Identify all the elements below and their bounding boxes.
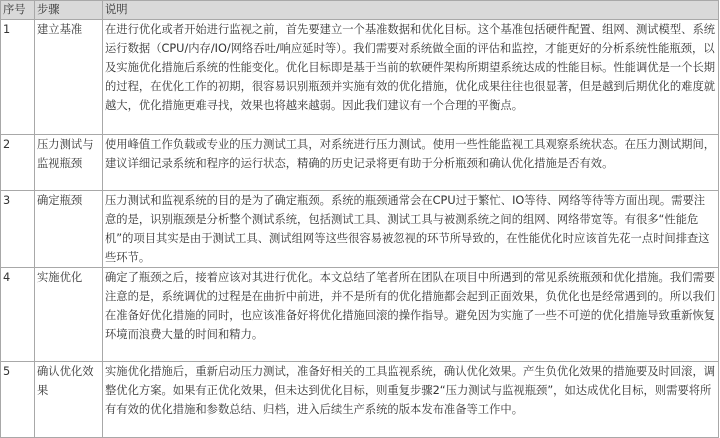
row-description: 实施优化措施后，重新启动压力测试，准备好相关的工具监视系统，确认优化效果。产生负优化效果的措施要及时回滚，调整优化方案。如果有正优化效果，但未达到优化目标，则重复步骤2“压力测试与监视瓶颈”，如达成优化目标，则需要将所有有效的优化措施和参数总结、归档，进入后续生产系统的版本发布准备等工作中。 (103, 362, 719, 438)
header-no: 序号 (1, 1, 35, 20)
row-step: 建立基准 (35, 20, 103, 135)
row-number: 2 (1, 135, 35, 191)
row-step: 确认优化效果 (35, 362, 103, 438)
row-description: 确定了瓶颈之后，接着应该对其进行优化。本文总结了笔者所在团队在项目中所遇到的常见系统瓶颈和优化措施。我们需要注意的是，系统调优的过程是在曲折中前进，并不是所有的优化措施都会起到正面效果，负优化也是经常遇到的。所以我们在准备好优化措施的同时，也应该准备好将优化措施回滚的操作指导。避免因为实施了一些不可逆的优化措施导致重新恢复环境而浪费大量的时间和精力。 (103, 268, 719, 362)
header-step: 步骤 (35, 1, 103, 20)
table-row (1, 135, 719, 191)
table-header (1, 1, 719, 20)
row-description: 压力测试和监视系统的目的是为了确定瓶颈。系统的瓶颈通常会在CPU过于繁忙、IO等待、网络等待等方面出现。需要注意的是，识别瓶颈是分析整个测试系统，包括测试工具、测试工具与被测系统之间的组网、网络带宽等。有很多“性能危机”的项目其实是由于测试工具、测试组网等这些很容易被忽视的环节所导致的，在性能优化时应该首先花一点时间排查这些环节。 (103, 191, 719, 268)
row-number: 5 (1, 362, 35, 438)
row-description: 在进行优化或者开始进行监视之前，首先要建立一个基准数据和优化目标。这个基准包括硬件配置、组网、测试模型、系统运行数据（CPU/内存/IO/网络吞吐/响应延时等）。我们需要对系统做全面的评估和监控，才能更好的分析系统性能瓶颈，以及实施优化措施后系统的性能变化。优化目标即是基于当前的软硬件架构所期望系统达成的性能目标。性能调优是一个长期的过程，在优化工作的初期，很容易识别瓶颈并实施有效的优化措施，优化成果往往也很显著，但是越到后期优化的难度就越大，优化措施更难寻找，效果也将越来越弱。因此我们建议有一个合理的平衡点。 (103, 20, 719, 135)
row-number: 4 (1, 268, 35, 362)
table-row (1, 268, 719, 362)
row-number: 1 (1, 20, 35, 135)
table-row (1, 191, 719, 268)
row-number: 3 (1, 191, 35, 268)
row-description: 使用峰值工作负载或专业的压力测试工具，对系统进行压力测试。使用一些性能监视工具观察系统状态。在压力测试期间，建议详细记录系统和程序的运行状态，精确的历史记录将更有助于分析瓶颈和确认优化措施是否有效。 (103, 135, 719, 191)
row-step: 压力测试与监视瓶颈 (35, 135, 103, 191)
row-step: 实施优化 (35, 268, 103, 362)
row-step: 确定瓶颈 (35, 191, 103, 268)
table-row (1, 362, 719, 438)
table-body (1, 20, 719, 438)
header-row (1, 1, 719, 20)
table-row (1, 20, 719, 135)
header-desc: 说明 (103, 1, 719, 20)
